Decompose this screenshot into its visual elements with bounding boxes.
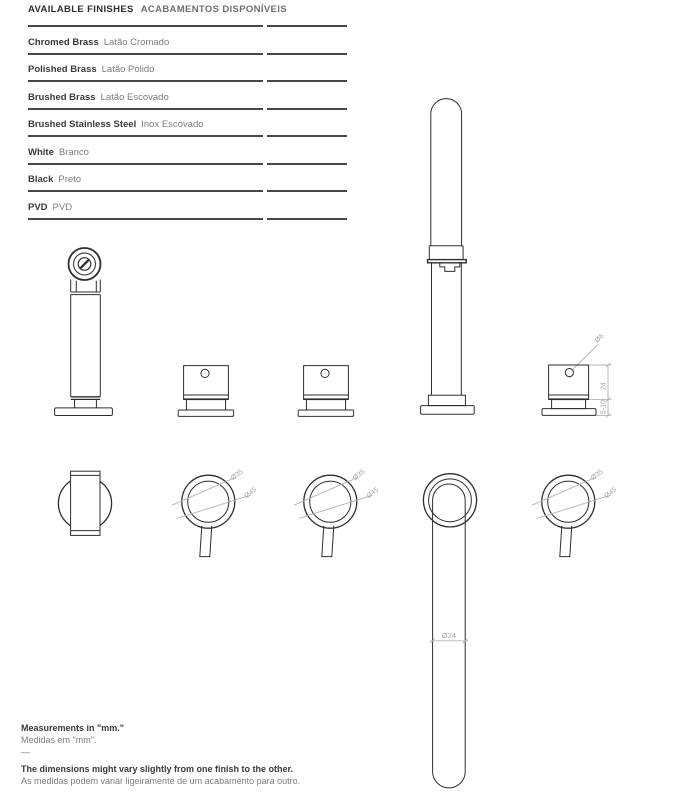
table-divider xyxy=(28,135,347,137)
page-title-pt: ACABAMENTOS DISPONÍVEIS xyxy=(140,4,287,15)
note-measurements-pt: Medidas em "mm". xyxy=(21,735,97,745)
divider-segment xyxy=(28,190,263,192)
divider-segment xyxy=(28,25,263,27)
dim-label-handle-inner-diameter: Ø35 xyxy=(229,468,245,483)
drawing-lever-handle-top-view xyxy=(172,466,268,562)
page-title xyxy=(28,4,287,15)
finish-row xyxy=(28,147,89,158)
divider-segment xyxy=(28,80,263,82)
divider-segment xyxy=(267,108,347,110)
dim-label-spout-diameter: Ø24 xyxy=(441,631,457,640)
screw-slot-icon xyxy=(81,261,88,268)
drawing-spout-front-view xyxy=(418,94,478,418)
note-measurements-en: Measurements in "mm." xyxy=(21,723,125,733)
finish-name-en: Black xyxy=(28,174,54,185)
divider-segment xyxy=(267,190,347,192)
table-divider xyxy=(28,163,347,165)
table-divider xyxy=(28,25,347,27)
drawing-knob-handle-top-view xyxy=(55,468,115,538)
dim-label-handle-outer-diameter: Ø45 xyxy=(603,486,619,501)
finish-row xyxy=(28,37,169,48)
finish-name-pt: PVD xyxy=(52,202,73,213)
footer-dash: — xyxy=(21,747,30,757)
drawing-lever-handle-side-view xyxy=(176,363,236,419)
finish-name-pt: Branco xyxy=(58,147,89,158)
divider-segment xyxy=(267,218,347,220)
finish-row xyxy=(28,92,169,103)
divider-segment xyxy=(28,218,263,220)
finish-name-pt: Latão Polido xyxy=(101,64,155,75)
table-divider xyxy=(28,218,347,220)
dim-label-handle-inner-diameter: Ø35 xyxy=(351,468,367,483)
finish-name-en: White xyxy=(28,147,54,158)
table-divider xyxy=(28,190,347,192)
finish-name-pt: Latão Escovado xyxy=(100,92,169,103)
finish-row xyxy=(28,119,204,130)
finish-name-en: PVD xyxy=(28,202,48,213)
finish-row xyxy=(28,64,154,75)
table-divider xyxy=(28,53,347,55)
divider-segment xyxy=(267,25,347,27)
finish-name-pt: Inox Escovado xyxy=(141,119,204,130)
dim-label-handle-inner-diameter: Ø35 xyxy=(589,468,605,483)
finish-name-en: Polished Brass xyxy=(28,64,97,75)
page-title-en: AVAILABLE FINISHES xyxy=(28,4,134,15)
dim-label-handle-body-height: 24 xyxy=(600,382,608,390)
divider-segment xyxy=(28,135,263,137)
drawing-lever-handle-side-view xyxy=(296,363,356,419)
divider-segment xyxy=(28,53,263,55)
drawing-lever-handle-dimensioned xyxy=(536,334,638,420)
table-divider xyxy=(28,108,347,110)
note-variance-pt: As medidas podem variar ligeiramente de um acabamento para outro. xyxy=(21,776,301,786)
drawing-lever-handle-top-view xyxy=(532,466,628,562)
divider-segment xyxy=(267,80,347,82)
dim-label-handle-outer-diameter: Ø45 xyxy=(243,486,259,501)
note-variance-en: The dimensions might vary slightly from one finish to the other. xyxy=(21,764,294,774)
drawing-lever-handle-top-view xyxy=(294,466,390,562)
drawing-spout-top-view xyxy=(418,470,482,795)
drawing-knob-handle-front-view xyxy=(52,242,118,418)
divider-segment xyxy=(28,108,263,110)
finish-name-en: Chromed Brass xyxy=(28,37,99,48)
finish-name-en: Brushed Stainless Steel xyxy=(28,119,137,130)
finish-name-pt: Preto xyxy=(58,174,82,185)
dim-label-deck-thickness-range: 5-10 xyxy=(600,399,608,414)
divider-segment xyxy=(28,163,263,165)
table-divider xyxy=(28,80,347,82)
divider-segment xyxy=(267,163,347,165)
divider-segment xyxy=(267,135,347,137)
finish-name-pt: Latão Cromado xyxy=(103,37,170,48)
finish-row xyxy=(28,202,72,213)
dim-label-handle-outer-diameter: Ø45 xyxy=(365,486,381,501)
divider-segment xyxy=(267,53,347,55)
dim-label-knob-screw-diameter: Ø6 xyxy=(593,332,606,345)
finish-row xyxy=(28,174,81,185)
finish-name-en: Brushed Brass xyxy=(28,92,96,103)
